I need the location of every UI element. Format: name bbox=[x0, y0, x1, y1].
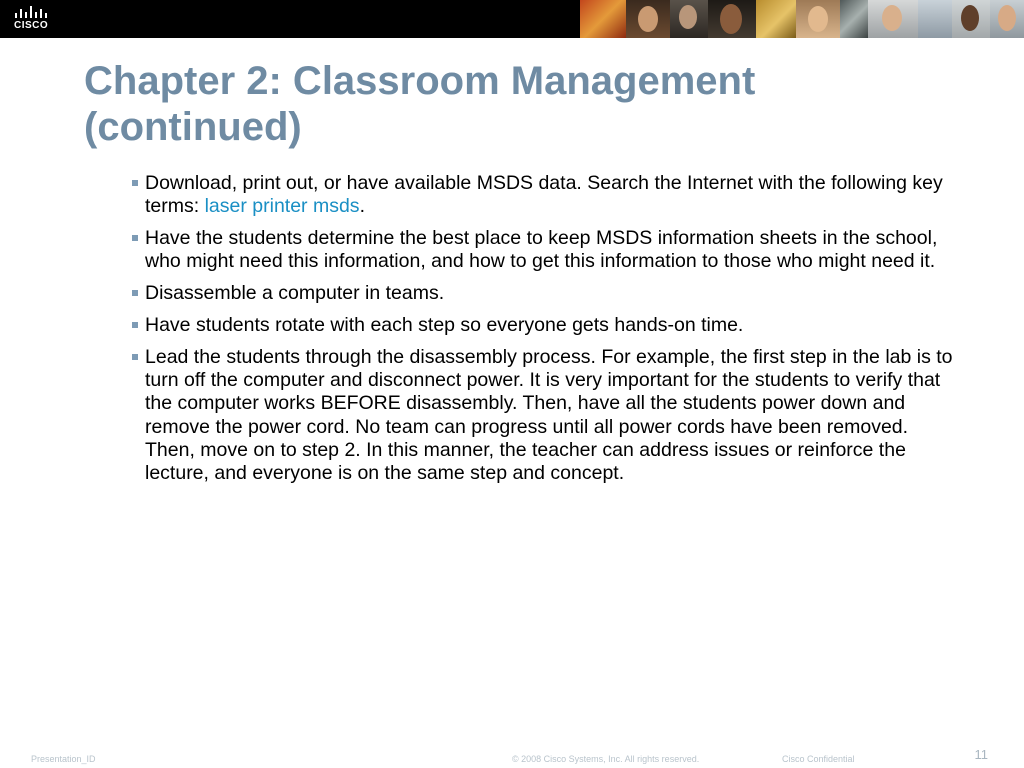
banner-photo bbox=[626, 0, 670, 38]
bullet-marker-icon bbox=[132, 322, 138, 328]
banner-photo bbox=[756, 0, 796, 38]
footer-presentation-id: Presentation_ID bbox=[31, 754, 96, 764]
banner-photo bbox=[708, 0, 756, 38]
cisco-bridge-icon bbox=[14, 6, 58, 20]
banner-photo bbox=[868, 0, 918, 38]
banner-photo bbox=[990, 0, 1024, 38]
bullet-item bbox=[130, 227, 956, 274]
cisco-logo-text: CISCO bbox=[14, 20, 49, 31]
bullet-item bbox=[130, 172, 956, 219]
banner-photo bbox=[670, 0, 708, 38]
banner-photo bbox=[952, 0, 990, 38]
bullet-text: Have students rotate with each step so everyone gets hands-on time. bbox=[145, 313, 744, 336]
banner-photo bbox=[840, 0, 868, 38]
banner-photo bbox=[796, 0, 840, 38]
bullet-marker-icon bbox=[132, 180, 138, 186]
header-banner bbox=[0, 0, 1024, 38]
footer-confidential: Cisco Confidential bbox=[782, 754, 855, 764]
bullet-marker-icon bbox=[132, 354, 138, 360]
banner-photo bbox=[580, 0, 626, 38]
banner-photo bbox=[918, 0, 952, 38]
page-number: 11 bbox=[974, 747, 988, 762]
search-terms-link[interactable]: laser printer msds bbox=[204, 195, 360, 218]
bullet-text: Download, print out, or have available MSDS data. Search the Internet with the following key terms: bbox=[145, 172, 943, 218]
bullet-item bbox=[130, 282, 956, 305]
bullet-item bbox=[130, 346, 956, 486]
bullet-marker-icon bbox=[132, 235, 138, 241]
bullet-marker-icon bbox=[132, 290, 138, 296]
bullet-text: Have the students determine the best place to keep MSDS information sheets in the school, who might need this information, and how to get this information to those who might need it. bbox=[145, 227, 938, 273]
bullet-text: . bbox=[359, 195, 365, 218]
bullet-text: Disassemble a computer in teams. bbox=[145, 282, 445, 305]
header-photo-strip bbox=[580, 0, 1024, 38]
slide-title: Chapter 2: Classroom Management (continued) bbox=[84, 59, 756, 149]
bullet-text: Lead the students through the disassembly process. For example, the first step in the lab is to turn off the computer and disconnect power. It is very important for the students to verify that the computer works BEFORE disassembly. Then, have all the students power down and remove the power cord. No team can progress until all power cords have been removed. Then, move on to step 2. In this manner, the teacher can address issues or reinforce the lecture, and everyone is on the same step and concept. bbox=[145, 345, 953, 485]
bullet-list bbox=[130, 172, 956, 494]
footer-copyright: © 2008 Cisco Systems, Inc. All rights reserved. bbox=[512, 754, 700, 764]
cisco-logo bbox=[12, 4, 60, 34]
bullet-item bbox=[130, 314, 956, 337]
